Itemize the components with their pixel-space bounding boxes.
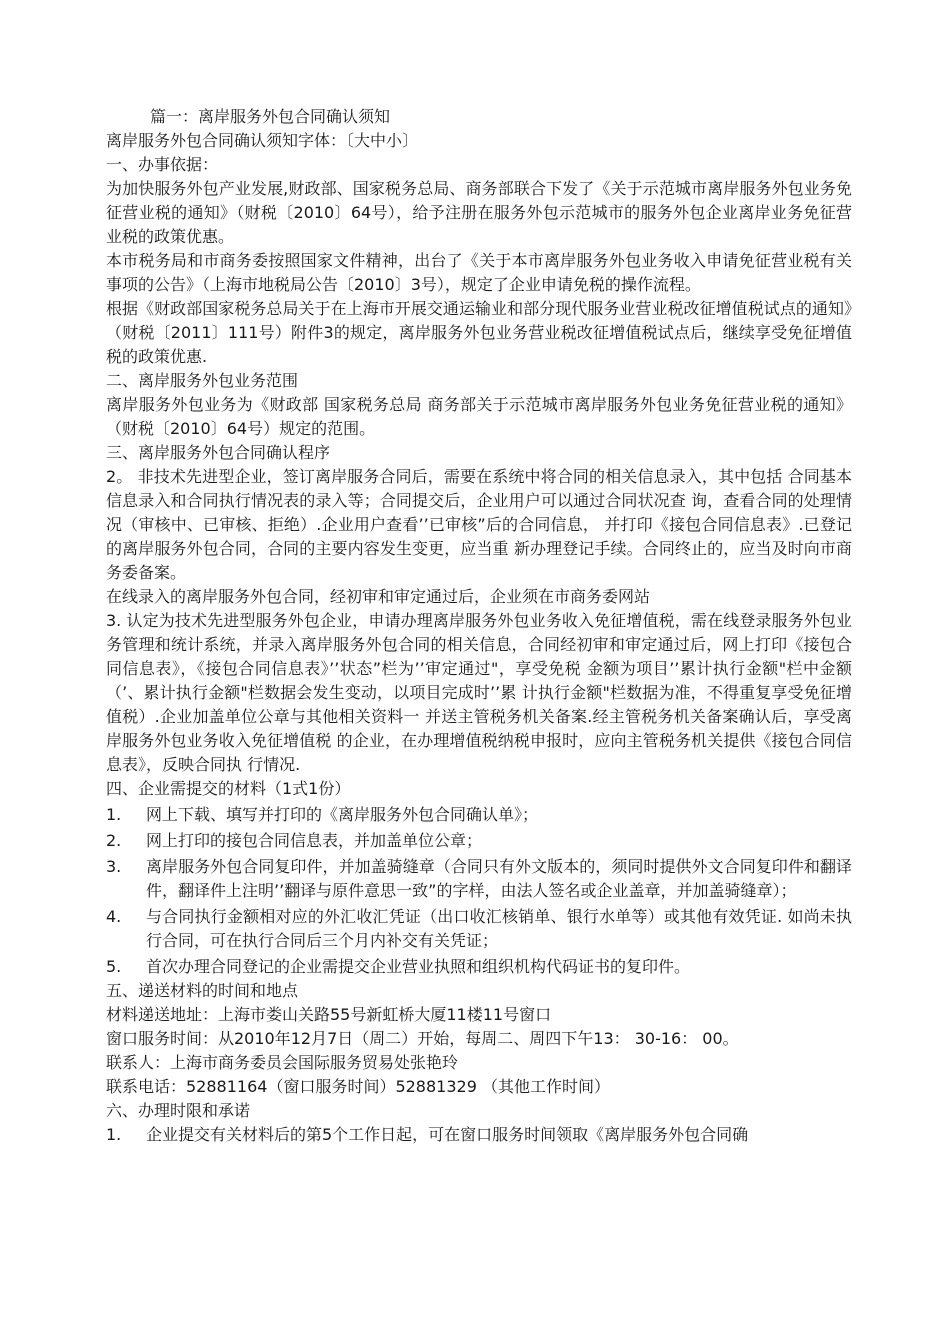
material-item-number: 5. bbox=[106, 957, 122, 976]
contact-phone: 联系电话：52881164（窗口服务时间）52881329 （其他工作时间） bbox=[106, 1077, 610, 1096]
material-item-number: 1. bbox=[106, 805, 122, 824]
document-body bbox=[106, 105, 852, 1147]
paragraph-scope: 离岸服务外包业务为《财政部 国家税务总局 商务部关于示范城市离岸服务外包业务免征营业税的通知》（财税〔2010〕64号）规定的范围。 bbox=[106, 395, 852, 438]
material-item bbox=[106, 829, 852, 853]
paragraph-basis-1: 为加快服务外包产业发展,财政部、国家税务总局、商务部联合下发了《关于示范城市离岸服务外包业务免征营业税的通知》（财税〔2010〕64号），给予注册在服务外包示范城市的服务外包企业离岸业务免征营业税的政策优惠。 bbox=[106, 179, 852, 246]
material-item-text: 网上打印的接包合同信息表，并加盖单位公章； bbox=[146, 831, 483, 850]
material-item-number: 4. bbox=[106, 907, 122, 926]
document-title: 篇一：离岸服务外包合同确认须知 bbox=[150, 107, 391, 126]
material-item-text: 与合同执行金额相对应的外汇收汇凭证（出口收汇核销单、银行水单等）或其他有效凭证. 如尚未执行合同，可在执行合同后三个月内补交有关凭证； bbox=[146, 907, 852, 950]
material-item bbox=[106, 803, 852, 827]
section-heading-2: 二、离岸服务外包业务范围 bbox=[106, 371, 299, 390]
material-item-number: 2. bbox=[106, 831, 122, 850]
material-item bbox=[106, 855, 852, 903]
paragraph-procedure-2: 2。 非技术先进型企业，签订离岸服务合同后，需要在系统中将合同的相关信息录入，其中包括 合同基本信息录入和合同执行情况表的录入等；合同提交后，企业用户可以通过合同状况查 询，查看合同的处理情况（审核中、已审核、拒绝）.企业用户查看’’已审核”后的合同信息， 并打印《接包合同信息表》.已登记的离岸服务外包合同，合同的主要内容发生变更，应当重 新办理登记手续。合同终止的，应当及时向市商务委备案。 bbox=[106, 467, 852, 582]
section-heading-3: 三、离岸服务外包合同确认程序 bbox=[106, 443, 331, 462]
paragraph-online-entry: 在线录入的离岸服务外包合同，经初审和审定通过后，企业须在市商务委网站 bbox=[106, 587, 651, 606]
paragraph-basis-3: 根据《财政部国家税务总局关于在上海市开展交通运输业和部分现代服务业营业税改征增值税试点的通知》（财税〔2011〕111号）附件3的规定，离岸服务外包业务营业税改征增值税试点后，继续享受免征增值税的政策优惠. bbox=[106, 299, 852, 366]
time-limit-number: 1. bbox=[106, 1125, 122, 1144]
section-heading-1: 一、办事依据： bbox=[106, 155, 219, 174]
paragraph-procedure-3: 3. 认定为技术先进型服务外包企业，申请办理离岸服务外包业务收入免征增值税，需在线登录服务外包业务管理和统计系统，并录入离岸服务外包合同的相关信息，合同经初审和审定通过后，网上打印《接包合同信息表》，《接包合同信息表》’’状态”栏为’’审定通过"，享受免税 金额为项目’’累计执行金额"栏中金额（’、累计执行金额"栏数据会发生变动，以项目完成时’’累 计执行金额"栏数据为准，不得重复享受免征增值税）.企业加盖单位公章与其他相关资料一 并送主管税务机关备案.经主管税务机关备案确认后，享受离岸服务外包业务收入免征增值税 的企业，在办理增值税纳税申报时，应向主管税务机关提供《接包合同信息表》，反映合同执 行情况. bbox=[106, 611, 852, 774]
material-item-number: 3. bbox=[106, 857, 122, 876]
material-item-text: 首次办理合同登记的企业需提交企业营业执照和组织机构代码证书的复印件。 bbox=[146, 957, 691, 976]
material-item bbox=[106, 905, 852, 953]
delivery-address: 材料递送地址：上海市娄山关路55号新虹桥大厦11楼11号窗口 bbox=[106, 1005, 552, 1024]
time-limit-text: 企业提交有关材料后的第5个工作日起，可在窗口服务时间领取《离岸服务外包合同确 bbox=[146, 1125, 749, 1144]
font-size-line: 离岸服务外包合同确认须知字体：〔大中小〕 bbox=[106, 131, 419, 150]
material-item bbox=[106, 955, 852, 979]
service-hours: 窗口服务时间：从2010年12月7日（周二）开始，每周二、周四下午13： 30-16： 00。 bbox=[106, 1029, 739, 1048]
section-heading-6: 六、办理时限和承诺 bbox=[106, 1101, 251, 1120]
material-item-text: 离岸服务外包合同复印件，并加盖骑缝章（合同只有外文版本的，须同时提供外文合同复印件和翻译件，翻译件上注明’’翻译与原件意思一致”的字样，由法人签名或企业盖章，并加盖骑缝章）； bbox=[146, 857, 852, 900]
section-heading-4: 四、企业需提交的材料（1式1份） bbox=[106, 779, 351, 798]
time-limit-item bbox=[106, 1123, 852, 1147]
material-item-text: 网上下载、填写并打印的《离岸服务外包合同确认单》； bbox=[146, 805, 539, 824]
section-heading-5: 五、递送材料的时间和地点 bbox=[106, 981, 299, 1000]
paragraph-basis-2: 本市税务局和市商务委按照国家文件精神，出台了《关于本市离岸服务外包业务收入申请免征营业税有关事项的公告》（上海市地税局公告〔2010〕3号），规定了企业申请免税的操作流程。 bbox=[106, 251, 852, 294]
contact-person: 联系人：上海市商务委员会国际服务贸易处张艳玲 bbox=[106, 1053, 459, 1072]
